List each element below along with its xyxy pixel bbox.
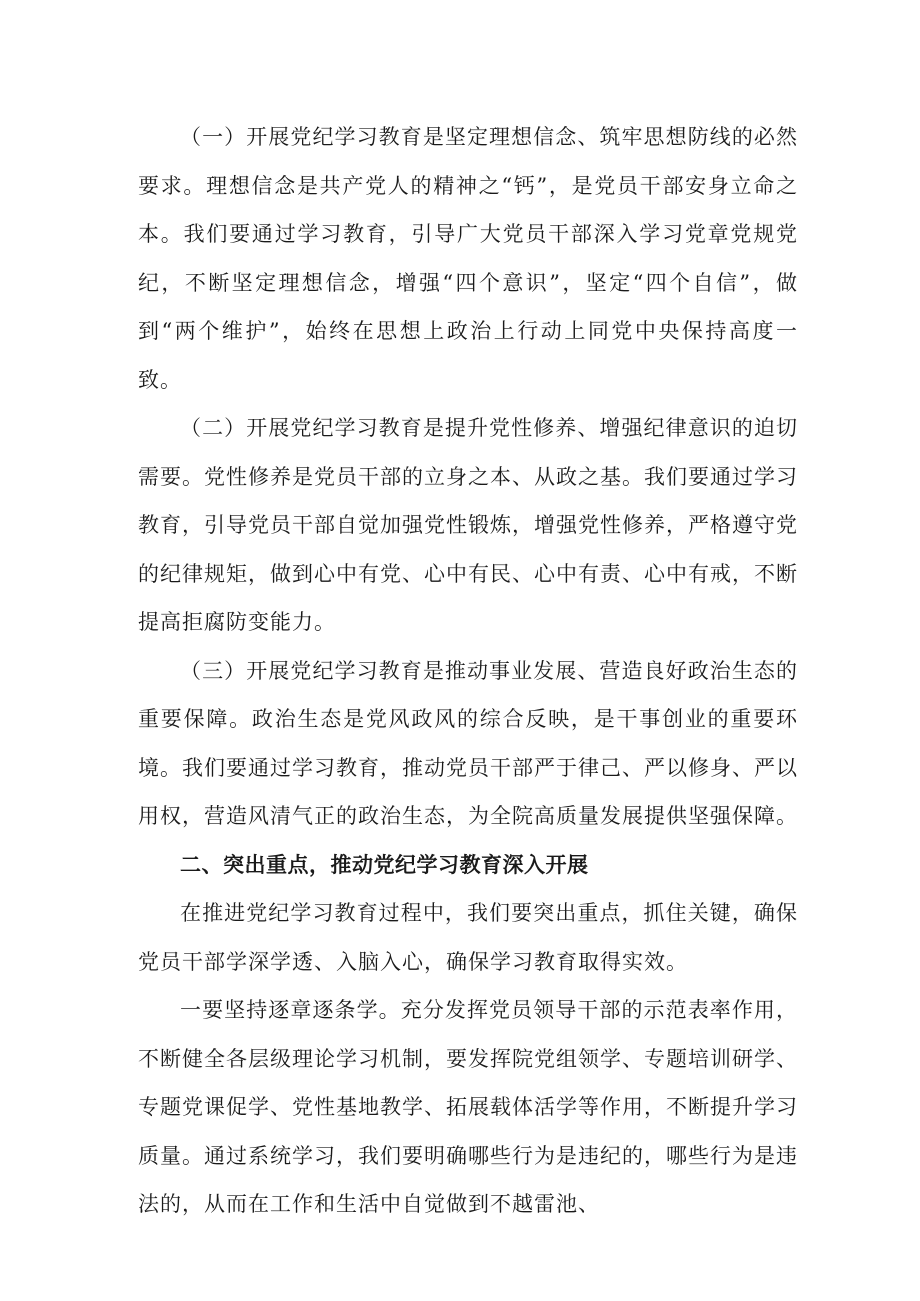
- section-heading-2: 二、突出重点，推动党纪学习教育深入开展: [180, 852, 589, 877]
- paragraph-2: （二）开展党纪学习教育是提升党性修养、增强纪律意识的迫切需要。党性修养是党员干部的立身之本、从政之基。我们要通过学习教育，引导党员干部自觉加强党性锻炼，增强党性修养，严格遵守党的纪律规矩，做到心中有党、心中有民、心中有责、心中有戒，不断提高拒腐防变能力。: [138, 416, 798, 634]
- paragraph-5: 一要坚持逐章逐条学。充分发挥党员领导干部的示范表率作用，不断健全各层级理论学习机制，要发挥院党组领学、专题培训研学、专题党课促学、党性基地教学、拓展载体活学等作用，不断提升学习质量。通过系统学习，我们要明确哪些行为是违纪的，哪些行为是违法的，从而在工作和生活中自觉做到不越雷池、: [138, 998, 798, 1216]
- paragraph-4: 在推进党纪学习教育过程中，我们要突出重点，抓住关键，确保党员干部学深学透、入脑入心，确保学习教育取得实效。: [138, 901, 798, 974]
- document-body: [138, 113, 798, 1229]
- paragraph-3: （三）开展党纪学习教育是推动事业发展、营造良好政治生态的重要保障。政治生态是党风政风的综合反映，是干事创业的重要环境。我们要通过学习教育，推动党员干部严于律己、严以修身、严以用权，营造风清气正的政治生态，为全院高质量发展提供坚强保障。: [138, 658, 798, 828]
- paragraph-1: （一）开展党纪学习教育是坚定理想信念、筑牢思想防线的必然要求。理想信念是共产党人的精神之“钙”，是党员干部安身立命之本。我们要通过学习教育，引导广大党员干部深入学习党章党规党纪，不断坚定理想信念，增强“四个意识”，坚定“四个自信”，做到“两个维护”，始终在思想上政治上行动上同党中央保持高度一致。: [138, 125, 798, 392]
